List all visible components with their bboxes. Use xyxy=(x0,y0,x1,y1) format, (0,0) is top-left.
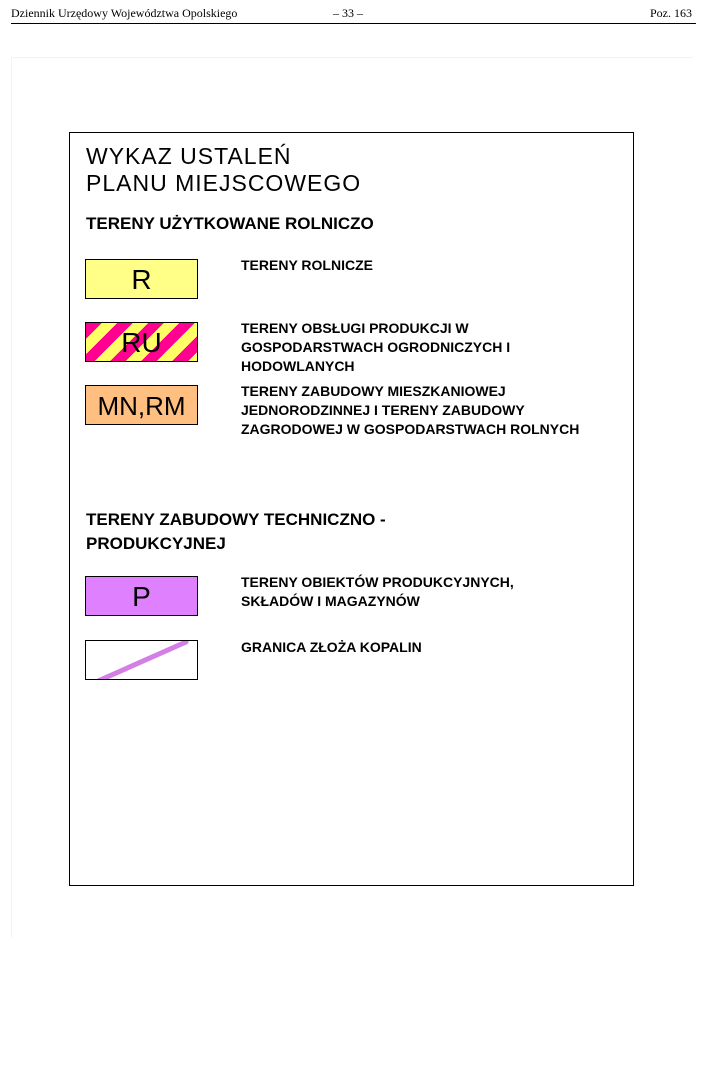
legend-swatch-deposit-boundary xyxy=(85,640,198,680)
legend-code: R xyxy=(131,264,152,295)
legend-code: MN,RM xyxy=(97,391,186,421)
journal-title: Dziennik Urzędowy Województwa Opolskiego xyxy=(11,6,238,20)
legend-description: TERENY ROLNICZE xyxy=(241,257,373,273)
boundary-line-symbol xyxy=(86,641,198,680)
legend-title-line1: WYKAZ USTALEŃ xyxy=(86,143,292,169)
legend-swatch-p xyxy=(85,576,198,616)
page-number: – 33 – xyxy=(333,6,363,20)
legend-description: TERENY OBIEKTÓW PRODUKCYJNYCH, SKŁADÓW I MAGAZYNÓW xyxy=(241,574,514,609)
legend-swatch-mn-rm xyxy=(85,385,198,425)
position-number: Poz. 163 xyxy=(650,6,692,20)
section-heading-agricultural: TERENY UŻYTKOWANE ROLNICZO xyxy=(86,214,374,233)
legend-description: GRANICA ZŁOŻA KOPALIN xyxy=(241,639,422,655)
legend-description: TERENY OBSŁUGI PRODUKCJI W GOSPODARSTWACH OGRODNICZYCH I HODOWLANYCH xyxy=(241,320,511,374)
legend-swatch-r xyxy=(85,259,198,299)
legend-title xyxy=(86,143,361,197)
legend-swatch-ru xyxy=(85,322,198,362)
legend-description: TERENY ZABUDOWY MIESZKANIOWEJ JEDNORODZINNEJ I TERENY ZABUDOWY ZAGRODOWEJ W GOSPODARSTWACH ROLNYCH xyxy=(241,383,580,437)
legend-code: RU xyxy=(121,327,162,358)
legend-title-line2: PLANU MIEJSCOWEGO xyxy=(86,170,362,196)
map-legend xyxy=(69,132,634,886)
page-header xyxy=(11,4,696,24)
legend-code: P xyxy=(132,581,151,612)
section-heading-technical: TERENY ZABUDOWY TECHNICZNO - PRODUKCYJNEJ xyxy=(86,510,386,553)
